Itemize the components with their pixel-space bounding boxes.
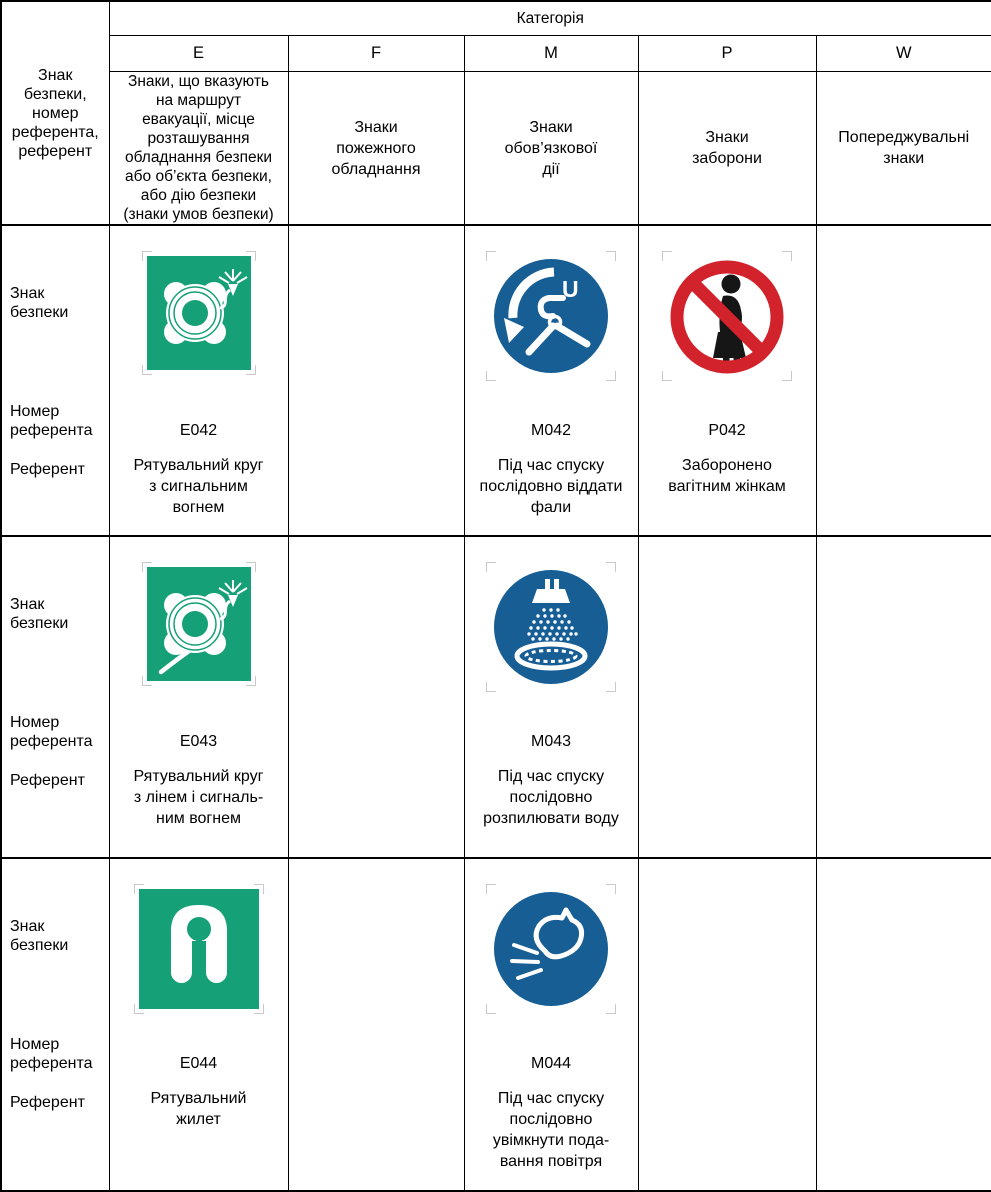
cell-empty-p2 — [638, 536, 816, 858]
cell-empty-f2 — [288, 536, 464, 858]
spray-water-icon — [491, 567, 611, 687]
cell-m042 — [464, 225, 638, 536]
row-header-3 — [1, 858, 109, 1191]
cell-empty-w1 — [816, 225, 991, 536]
corner-header: Знак безпеки, номер референта, референт — [11, 66, 99, 160]
sign-number-m044: M044 — [530, 1055, 572, 1072]
release-falls-icon — [491, 256, 611, 376]
row-label-referent: Референт — [10, 772, 85, 789]
column-description-w: Попереджувальні знаки — [816, 72, 991, 226]
cell-e043 — [109, 536, 288, 858]
row-label-sign: Знак безпеки — [10, 285, 69, 321]
sign-referent-m043: Під час спуску послідовно розпилювати воду — [483, 768, 619, 827]
cell-m044 — [464, 858, 638, 1191]
sign-number-e042: E042 — [179, 422, 218, 439]
sign-number-p042: P042 — [708, 422, 746, 439]
sign-number-m042: M042 — [530, 422, 572, 439]
row-label-referent: Референт — [10, 1094, 85, 1111]
column-description-f: Знаки пожежного обладнання — [288, 72, 464, 226]
air-supply-icon — [491, 889, 611, 1009]
cell-e042 — [109, 225, 288, 536]
cell-empty-w3 — [816, 858, 991, 1191]
cell-p042 — [638, 225, 816, 536]
row-label-number: Номер референта — [10, 714, 93, 750]
row-label-sign: Знак безпеки — [10, 596, 69, 632]
row-label-sign: Знак безпеки — [10, 918, 69, 954]
cell-m043 — [464, 536, 638, 858]
corner-header-cell — [1, 1, 109, 225]
row-label-number: Номер референта — [10, 1036, 93, 1072]
sign-referent-p042: Заборонено вагітним жінкам — [668, 457, 786, 495]
sign-referent-e042: Рятувальний круг з сигнальним вогнем — [133, 457, 264, 516]
sign-referent-m042: Під час спуску послідовно віддати фали — [479, 457, 623, 516]
row-header-1 — [1, 225, 109, 536]
sign-referent-e043: Рятувальний круг з лінем і сигнальним вогнем — [133, 768, 264, 827]
row-label-number: Номер референта — [10, 403, 93, 439]
sign-number-e043: E043 — [179, 733, 218, 750]
category-header: Категорія — [109, 1, 991, 36]
cell-empty-f3 — [288, 858, 464, 1191]
svg-text:U: U — [562, 276, 579, 302]
column-code-e: E — [109, 36, 288, 72]
cell-e044 — [109, 858, 288, 1191]
sign-referent-m044: Під час спуску послідовно увімкнути подавання повітря — [492, 1090, 610, 1170]
lifejacket-icon — [139, 889, 259, 1009]
cell-empty-f1 — [288, 225, 464, 536]
no-pregnant-women-icon — [667, 256, 787, 376]
column-code-p: P — [638, 36, 816, 72]
sign-number-e044: E044 — [179, 1055, 218, 1072]
row-label-referent: Референт — [10, 461, 85, 478]
column-description-e: Знаки, що вказують на маршрут евакуації, місце розташування обладнання безпеки або об’єкта безпеки, або дію безпеки (знаки умов безпеки) — [109, 72, 288, 226]
sign-referent-e044: Рятувальний жилет — [150, 1090, 247, 1128]
cell-empty-w2 — [816, 536, 991, 858]
row-header-2 — [1, 536, 109, 858]
column-code-m: M — [464, 36, 638, 72]
column-description-m: Знаки обов’язкової дії — [464, 72, 638, 226]
cell-empty-p3 — [638, 858, 816, 1191]
column-code-w: W — [816, 36, 991, 72]
sign-number-m043: M043 — [530, 733, 572, 750]
lifebuoy-line-signal-light-icon — [147, 567, 251, 681]
column-code-f: F — [288, 36, 464, 72]
lifebuoy-signal-light-icon — [147, 256, 251, 370]
column-description-p: Знаки заборони — [638, 72, 816, 226]
